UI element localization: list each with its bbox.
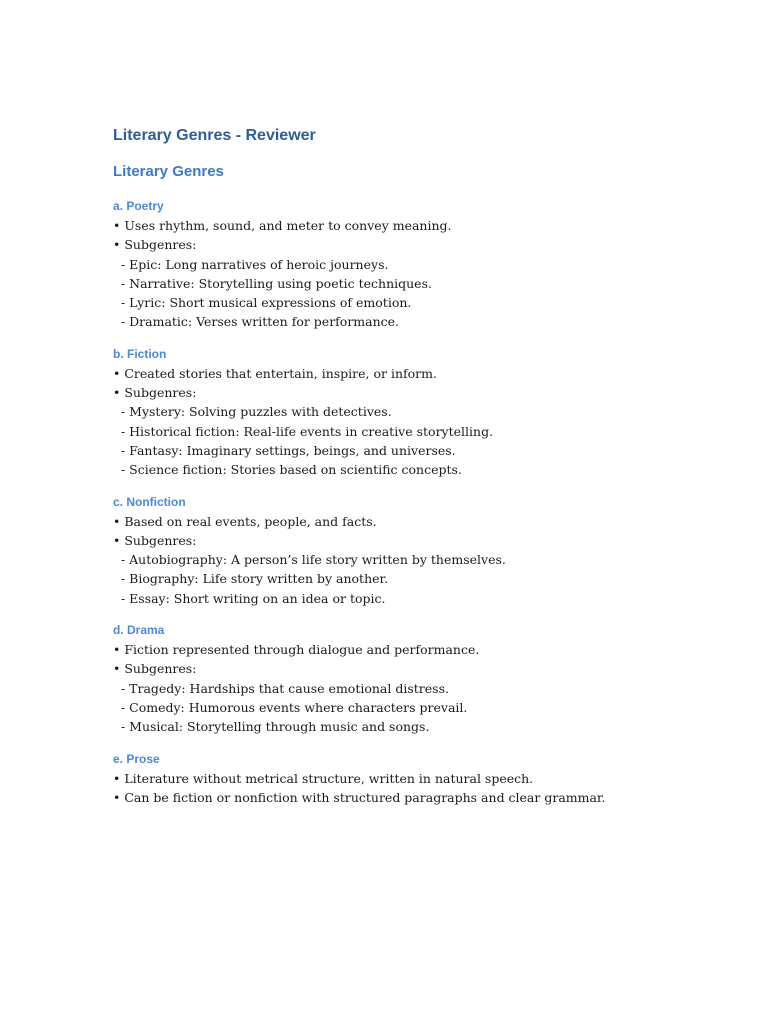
section-heading: a. Poetry	[113, 199, 164, 213]
list-item: • Subgenres:	[113, 532, 197, 548]
list-item: - Tragedy: Hardships that cause emotional distress.	[113, 680, 449, 696]
sections-container	[113, 196, 713, 807]
list-item: - Historical fiction: Real-life events in creative storytelling.	[113, 423, 494, 439]
list-item: • Uses rhythm, sound, and meter to convey meaning.	[113, 218, 452, 233]
genre-section	[113, 620, 713, 736]
genre-section	[113, 196, 713, 332]
document-title: Literary Genres - Reviewer	[113, 127, 316, 144]
genre-section	[113, 749, 713, 808]
list-item: • Can be fiction or nonfiction with structured paragraphs and clear grammar.	[113, 789, 606, 805]
list-item: - Narrative: Storytelling using poetic techniques.	[113, 275, 432, 291]
list-item: - Dramatic: Verses written for performance.	[113, 314, 400, 330]
genre-section	[113, 344, 713, 480]
document-page	[113, 124, 713, 807]
list-item: • Created stories that entertain, inspire, or inform.	[113, 365, 437, 381]
list-item: - Essay: Short writing on an idea or topic.	[113, 590, 386, 606]
section-heading: c. Nonfiction	[113, 494, 186, 509]
list-item: - Musical: Storytelling through music and songs.	[113, 719, 430, 735]
list-item: • Based on real events, people, and facts.	[113, 513, 377, 529]
document-subtitle: Literary Genres	[113, 163, 224, 180]
list-item: - Epic: Long narratives of heroic journeys.	[113, 256, 389, 272]
list-item: - Comedy: Humorous events where characters prevail.	[113, 699, 468, 715]
list-item: - Biography: Life story written by another.	[113, 571, 389, 587]
section-heading: d. Drama	[113, 623, 165, 638]
list-item: • Subgenres:	[113, 385, 197, 401]
section-heading: b. Fiction	[113, 346, 167, 361]
list-item: • Fiction represented through dialogue and performance.	[113, 642, 480, 658]
list-item: - Autobiography: A person’s life story written by themselves.	[113, 552, 506, 568]
list-item: - Fantasy: Imaginary settings, beings, and universes.	[113, 442, 456, 458]
section-heading: e. Prose	[113, 751, 160, 766]
list-item: - Lyric: Short musical expressions of emotion.	[113, 295, 412, 311]
genre-section	[113, 492, 713, 608]
list-item: • Subgenres:	[113, 661, 197, 677]
list-item: • Subgenres:	[113, 237, 197, 253]
list-item: - Mystery: Solving puzzles with detectives.	[113, 404, 392, 420]
list-item: - Science fiction: Stories based on scientific concepts.	[113, 462, 462, 478]
list-item: • Literature without metrical structure, written in natural speech.	[113, 770, 534, 786]
